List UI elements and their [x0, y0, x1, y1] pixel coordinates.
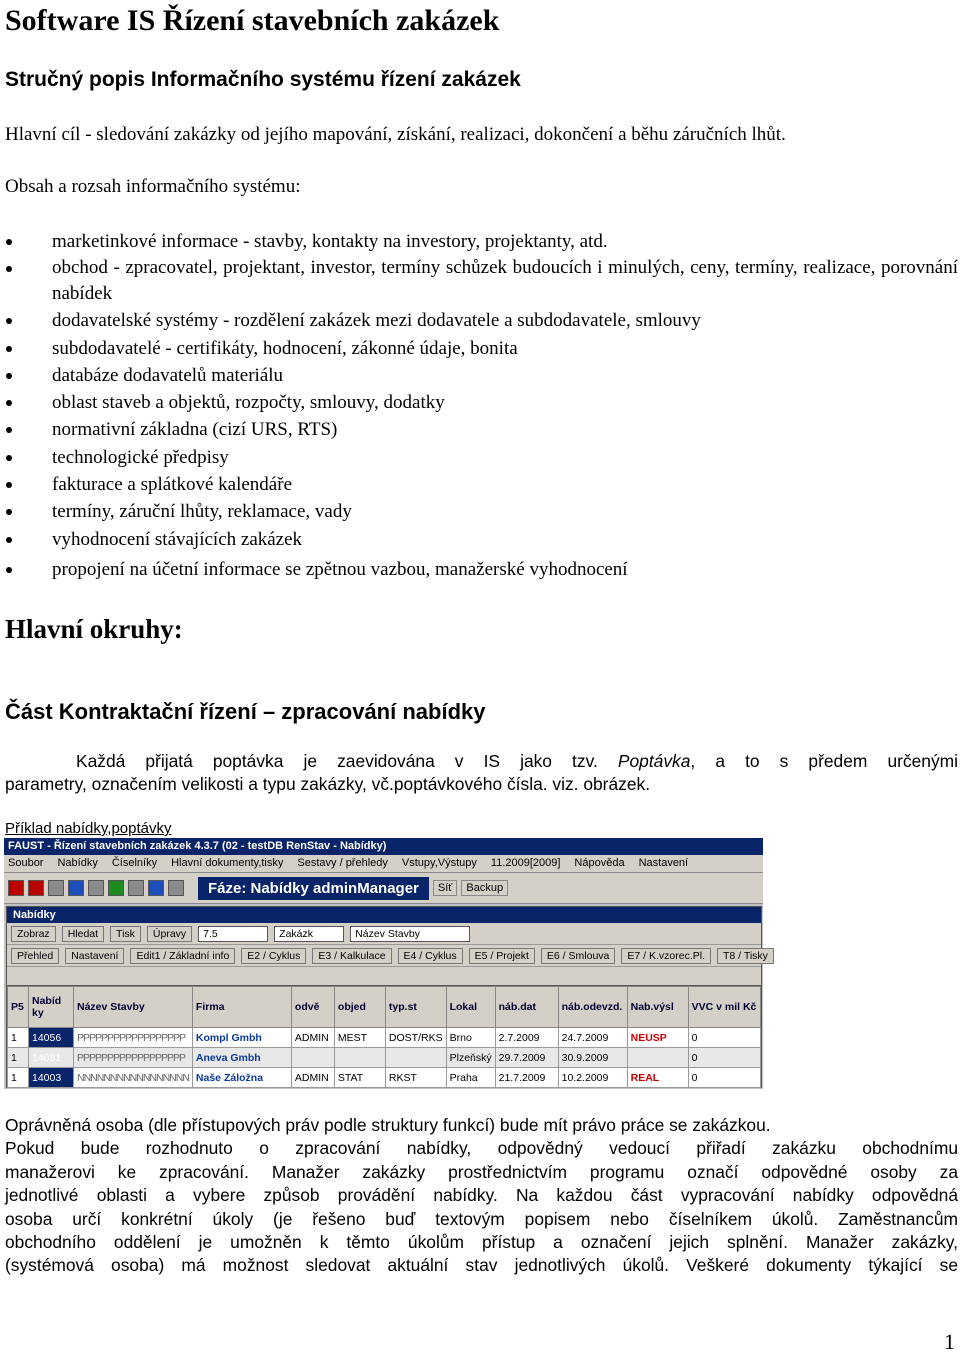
backup-button[interactable]: Backup	[461, 880, 508, 896]
list-item: normativní základna (cizí URS, RTS)	[0, 416, 960, 443]
offers-window	[6, 906, 768, 1088]
list-item: marketinkové informace - stavby, kontakty na investory, projektanty, atd.	[0, 228, 960, 255]
action-row	[7, 945, 768, 967]
scope-list	[0, 228, 960, 583]
menu-item[interactable]: Soubor	[8, 857, 44, 869]
menu-item[interactable]: 11.2009[2009]	[490, 857, 561, 869]
column-header[interactable]: objed	[334, 987, 385, 1028]
phase-label: Fáze: Nabídky adminManager	[198, 877, 429, 900]
bullet-icon	[6, 482, 12, 488]
list-item: fakturace a splátkové kalendáře	[0, 471, 960, 498]
print-button[interactable]: Tisk	[110, 926, 141, 942]
paragraph-line: obchodního oddělení je umožněn k těmto úkolům přístup a označení jejich splnění. Manažer zakázky,	[5, 1232, 958, 1253]
bullet-icon	[6, 239, 12, 245]
order-select[interactable]: Zakázk	[274, 926, 344, 942]
paragraph-line: jednotlivé oblasti a vybere způsob provádění nabídky. Na každou část vypracování nabídky odpovědná	[5, 1185, 958, 1206]
filter-select[interactable]: 7.5	[198, 926, 268, 942]
list-item: obchod - zpracovatel, projektant, investor, termíny schůzek budoucích i minulých, ceny, termíny, realizace, porovnání nabídek	[0, 255, 960, 307]
e4-button[interactable]: E4 / Cyklus	[398, 948, 463, 964]
offers-window-title: Nabídky	[7, 907, 761, 923]
column-header[interactable]: Název Stavby	[74, 987, 193, 1028]
stop-icon[interactable]	[8, 880, 24, 896]
e6-button[interactable]: E6 / Smlouva	[541, 948, 615, 964]
bullet-icon	[6, 373, 12, 379]
column-header[interactable]: náb.dat	[495, 987, 558, 1028]
window-title: FAUST - Řízení stavebních zakázek 4.3.7 (02 - testDB RenStav - Nabídky)	[4, 838, 763, 855]
e3-button[interactable]: E3 / Kalkulace	[312, 948, 391, 964]
e7-button[interactable]: E7 / K.vzorec.Pl.	[621, 948, 711, 964]
bullet-icon	[6, 537, 12, 543]
e5-button[interactable]: E5 / Projekt	[469, 948, 535, 964]
menu-item[interactable]: Nápověda	[574, 857, 625, 869]
search-row	[7, 923, 761, 945]
network-button[interactable]: Síť	[433, 880, 458, 896]
table-header-row	[8, 987, 761, 1028]
list-icon[interactable]	[88, 880, 104, 896]
list-item: propojení na účetní informace se zpětnou vazbou, manažerské vyhodnocení	[0, 556, 960, 583]
list-item: oblast staveb a objektů, rozpočty, smlouvy, dodatky	[0, 389, 960, 416]
print-icon[interactable]	[68, 880, 84, 896]
document-title: Software IS Řízení stavebních zakázek	[5, 4, 500, 37]
body-paragraph	[5, 1114, 958, 1278]
scope-heading: Obsah a rozsah informačního systému:	[5, 176, 301, 197]
close-icon[interactable]	[28, 880, 44, 896]
main-heading: Hlavní okruhy:	[5, 614, 183, 644]
bullet-icon	[6, 567, 12, 573]
show-button[interactable]: Zobraz	[11, 926, 56, 942]
bullet-icon	[6, 266, 12, 272]
document-subtitle: Stručný popis Informačního systému řízení zakázek	[5, 68, 521, 91]
t8-button[interactable]: T8 / Tisky	[717, 948, 774, 964]
open-icon[interactable]	[48, 880, 64, 896]
page-number: 1	[944, 1329, 955, 1354]
column-header[interactable]: Nabíd ky	[29, 987, 74, 1028]
figure-caption: Příklad nabídky,poptávky	[5, 820, 172, 837]
paragraph-line: (systémová osoba) má možnost sledovat aktuální stav jednotlivých úkolů. Veškeré dokumenty týkající se	[5, 1255, 958, 1276]
list-item: dodavatelské systémy - rozdělení zakázek mezi dodavatele a subdodavatele, smlouvy	[0, 307, 960, 334]
calendar-icon[interactable]	[108, 880, 124, 896]
goal-paragraph: Hlavní cíl - sledování zakázky od jejího mapování, získání, realizaci, dokončení a běhu záručních lhůt.	[5, 124, 786, 145]
overview-button[interactable]: Přehled	[11, 948, 59, 964]
menu-item[interactable]: Hlavní dokumenty,tisky	[171, 857, 284, 869]
help-icon[interactable]	[168, 880, 184, 896]
bullet-icon	[6, 455, 12, 461]
list-item: subdodavatelé - certifikáty, hodnocení, zákonné údaje, bonita	[0, 335, 960, 362]
search-button[interactable]: Hledat	[62, 926, 104, 942]
table-row[interactable]: 1 14003 NNNNNNNNNNNNNNNNN Naše Záložna ADMIN STAT RKST Praha 21.7.2009 10.2.2009 REAL 0	[8, 1068, 761, 1088]
building-select[interactable]: Název Stavby	[350, 926, 470, 942]
list-item: termíny, záruční lhůty, reklamace, vady	[0, 498, 960, 525]
menu-item[interactable]: Sestavy / přehledy	[297, 857, 388, 869]
column-header[interactable]: VVC v mil Kč	[688, 987, 760, 1028]
edit1-button[interactable]: Edit1 / Základní info	[130, 948, 235, 964]
settings-button[interactable]: Nastavení	[65, 948, 124, 964]
table-row[interactable]: 1 14081 PPPPPPPPPPPPPPPPPP Aneva Gmbh Plzeňský 29.7.2009 30.9.2009 0	[8, 1048, 761, 1068]
column-header[interactable]: Lokal	[446, 987, 495, 1028]
column-header[interactable]: odvě	[291, 987, 334, 1028]
bullet-icon	[6, 318, 12, 324]
column-header[interactable]: Firma	[192, 987, 291, 1028]
table-row[interactable]: 1 14056 PPPPPPPPPPPPPPPPPP Kompl Gmbh ADMIN MEST DOST/RKS Brno 2.7.2009 24.7.2009 NEUSP 0	[8, 1028, 761, 1048]
section-paragraph: Každá přijatá poptávka je zaevidována v IS jako tzv. Poptávka, a to s předem určenými parametry, označením velikosti a typu zakázky, vč.poptávkového čísla. viz. obrázek.	[5, 751, 959, 795]
app-screenshot	[4, 838, 768, 1089]
bullet-icon	[6, 400, 12, 406]
menu-item[interactable]: Nabídky	[57, 857, 98, 869]
menu-item[interactable]: Vstupy,Výstupy	[401, 857, 477, 869]
bullet-icon	[6, 509, 12, 515]
column-header[interactable]: typ.st	[385, 987, 446, 1028]
menu-item[interactable]: Nastavení	[638, 857, 689, 869]
menu-bar	[4, 855, 763, 873]
paragraph-line: Oprávněná osoba (dle přístupových práv podle struktury funkcí) bude mít právo práce se zakázkou.	[5, 1115, 771, 1135]
offers-table	[7, 985, 761, 1088]
e2-button[interactable]: E2 / Cyklus	[241, 948, 306, 964]
paragraph-line: manažerovi ke zpracování. Manažer zakázky prostřednictvím programu označí odpovědné osoby za	[5, 1161, 958, 1182]
user-icon[interactable]	[148, 880, 164, 896]
bullet-icon	[6, 427, 12, 433]
clock-icon[interactable]	[128, 880, 144, 896]
list-item: technologické předpisy	[0, 444, 960, 471]
column-header[interactable]: náb.odevzd.	[558, 987, 627, 1028]
section-heading: Část Kontraktační řízení – zpracování nabídky	[5, 699, 486, 724]
column-header[interactable]: Nab.výsl	[627, 987, 688, 1028]
edit-button[interactable]: Úpravy	[147, 926, 192, 942]
paragraph-line: Pokud bude rozhodnuto o zpracování nabídky, odpovědný vedoucí přiřadí zakázku obchodnímu	[5, 1138, 958, 1159]
main-toolbar	[4, 873, 763, 904]
bullet-icon	[6, 346, 12, 352]
menu-item[interactable]: Číselníky	[111, 857, 158, 869]
list-item: vyhodnocení stávajících zakázek	[0, 526, 960, 553]
list-item: databáze dodavatelů materiálu	[0, 362, 960, 389]
paragraph-line: osoba určí konkrétní úkoly (je řešeno buď textovým popisem nebo číselníkem úkolů. Zaměstnancům	[5, 1208, 958, 1229]
column-header[interactable]: P5	[8, 987, 29, 1028]
